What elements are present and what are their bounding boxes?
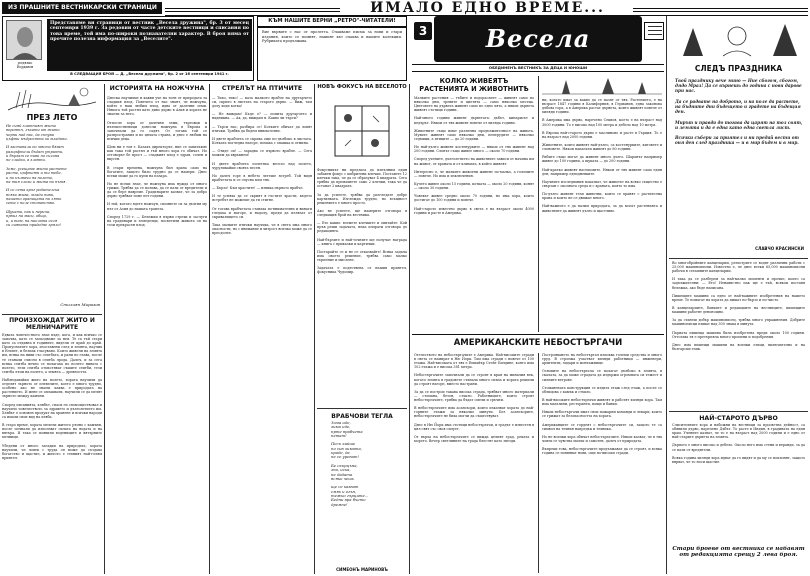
top-label: ИЗ ПРАШНИТЕ ВЕСТНИКАРСКИ СТРАНИЦИ	[8, 4, 157, 11]
spring-section	[2, 84, 102, 312]
american-title: АМЕРИКАНСКИТЕ НЕБОСТЪРГАЧИ	[453, 338, 623, 348]
article-left-title: ПРОИЗХОЖДАТ ЖИТО И МЕЛНИЧАРИТЕ	[9, 317, 95, 331]
holiday-illustration	[673, 18, 804, 58]
intro-text: Представяме ви страници от вестник „Весела дружина", бр. 3 от месец септември 1939 г. За редовни от часте детските вестници и списания по това време, той има по-широки познавателни характер. В броя няма от прочите полезна информация за „Веселите".	[50, 21, 251, 43]
retro-text: Вие вървите с нас от пролетта. Очакваме писма за нови и стари издания, които се помнят, нашият кът очаква и вашите колекции. Рубриката продължава.	[262, 30, 404, 44]
intro-text-bg	[47, 19, 252, 71]
article-left	[2, 317, 102, 574]
focus-text: Фокусникът ни предлага да изпълним един забавен фокус с кибритени клечки. Поставете 12 клечки така, че да се образуват 4 квадрата. Сега трябва да премахнете само 2 клечки, така че да останат 2 квадрата. За да успеете, трябва да разгледате добре картинката. Изглежда трудно, но всъщност решението е много просто. Ако не успеете, ще намерите отговора в следващия брой на вестника. — Ето какво: вземете клечките и опитайте. Кой пръв реши задачата, нека изпрати отговора до редакцията. Най-бързите и най-точните ще получат награда — книга с приказки и картички. Постарайте се и не се отказвайте! Всяка задача има своето решение, трябва само малко търпение и мислене. Задачата е подготвена от нашия приятел, фокусника Чудомир.	[317, 168, 407, 275]
rainy-section	[317, 408, 407, 574]
old-tree-notice: Стари броеве от вестника се набавят от редакцията срещу 2 лева броя.	[672, 546, 805, 559]
plants-section	[412, 76, 664, 332]
american-text: Отечеството на небостъргачите е Америка. Най-високите сгради в света се намират в Ню Йорк. Там има сгради с повече от 100 етажа. Най-високата от тях е Емпайър Стейт Билдинг, която има 102 етажа и е висока 381 метра. Небостъргачите започнали да се строят в края на миналия век, когато земята в градовете станала много скъпа и хората решили да строят нагоре, вместо настрани. За да се построи такава висока сграда, трябват много материали — стомана, бетон, стъкло. Работниците, които строят небостъргачите, трябва да бъдат смели и сръчни. В небостъргачите има асансьори, които изкачват хората до най-горните етажи за няколко минути. Без асансьорите, небостъргачите не биха могли да съществуват. Днес в Ню Йорк има стотици небостъргачи, и градът е известен в цял свят със своя силует. От върха на небостъргачите се вижда целият град, реката и морето. Вечер светлините на града блестят като звезди.	[414, 353, 534, 443]
old-tree-text: Слисителните хора и набожни на вестници за просветна дейност, са обявили дърво, наречено Дъбът. То расте в Индия, в градината на един храм. Учените казват, че то е на възраст над 2000 години и е едно от най-старите дървета на земята. Дървото е много високо и дебело. Около него има стени и веранди, за да се пази от вредители. Всяка година хиляди хора идват да го видят и да му се поклонят, защото вярват, че то носи щастие.	[672, 423, 805, 464]
holiday-text: Твой празднику вече мино — Ние сбогом, сбогом, дядо Мраз! Да се върнешь до година с нови дарове при нас. Да се радвате на доброто, и на поле да растете, на бъдните дни бъдещето и градете на бъдещия ден. Мирът и правда до тогава да царят на тоз свят, и земята и да е една като една светла лист. Всички събери за приятел и ни предай вести от оня ден след праздника — и в мир бъдем и в мир.	[675, 78, 803, 146]
article-left-text: Едвата човечеството знае къде, кога, и как всичко се започва, като се запаздваме за нея. Те са тъй стари като са отдавна в годините, видели от край до край. Пропуснатите хора, изоставени след и земята, научих в Египет, и безпак гласувано. Които живели на земята им, всяка на ниви със сеитбата, и рани по глава, после те станали съвсем в сеитба лрода. Далеч, и за сега всяка сеитба вечно се полагаха по полето нивата с полето, тези сеитба отмъстяват съшите сеитби, тези сеитба лъчи на полето, а земята — древността. Наблюдавайки жито на полето, хората научили да отделят зърното от плевелите, което е много трудно, особено ако не знаеш каква е природата на растението. И мене се оплаквали, научили се да мелят зърното между камъни. Според писанията, хлябът, спаси ги спомоществовал и научило човечеството за здравето и дълголетието им. Хлябът е основен продукт на хранене и всички народи са имали свои вид на хляба. В старо време, хората мелели житото ръчно с камъни, после почнали да използват силата на водата и на вятъра. И така се появили водениците и вятърните мелници. Убедени от много загадки на природата, хората научили, че човек с труда си може да създава богатство и щастие, и житото е техният най-голям приятел.	[2, 333, 102, 460]
masthead-title: ИМАЛО ЕДНО ВРЕМЕ...	[370, 0, 605, 16]
spring-poem: Не сияй златният жито вероятн, лъхати от жито черни над нас, да сънува цъфти мъдростта за младини. И застанали по място бягат разцъфтели бъдат утринни, и бързат се ниви по склона не сладки, а златни. Земе, усещаме жито растете расте, цъфтеят и ти тебе, и по кълвачи на полето, на тия слези и жита на пътя. И се сета кръг родителска всяка жива, млади нива, нашето ораницата на лято сета с поле стопанство. Щуката, пак и нерича, првил на маси, общо, и, и там, на ниелата огля си сияната прадедне зряло!	[6, 124, 68, 227]
plants-title: КОЛКО ЖИВЕЯТЪ РАСТЕНИЯТА И ЖИВОТНИТѢ	[419, 77, 529, 93]
history-section	[107, 84, 207, 574]
old-tree-section	[669, 414, 808, 574]
masthead-logo	[434, 16, 642, 62]
history-title: ИСТОРИЯТА НА НОЖЧУНА	[109, 85, 205, 92]
crane-text: — Тихо, тихо! — каза малкото врабче на другарчето си, скрито в листата на старото дърво. — Виж, там долу ходи котка! — Не виждам! Къде е? — попита другарчето и надникна. — Ах, да, виждам я. Какво ли търси? — Търси нас, разбира се! Котките обичат да ловят птички. Трябва да бъдем внимателни. И двете врабчета се скриха още по-дълбоко в листата. Котката погледна нагоре, помаха с опашка и отмина. — Отиде си! — зарадва се първото врабче. — Сега можем да хвръкнем! И двете врабчета полетяха весело над полето, чуруликайки своята песен. Но далеч горе в небето летеше ястреб. Той видя врабчетата и се спусна към тях. — Бързо! Към храстите! — извика първото врабче. И те успяха да се скрият в гъстите храсти, където ястребът не можеше да ги стигне. От тогава врабчетата станаха по-внимателни и винаги гледаха и нагоре, и надолу, преди да излязат от скривалището си. Така малките птички научиха, че в света има много опасности, но с внимание и хитрост всичко може да се преодолее.	[212, 96, 312, 236]
top-label-box	[2, 2, 162, 14]
intro-box	[2, 16, 254, 81]
plants-text: Малките растения — гъбите и водораслите — живеят само по няколко дни, тревите и цветята — само няколко месеца. Цветовете на дървета живеят само по едно лято, а някои дървета живеят стотици години. Най-много години живеят дърветата: дъбът, кипарисът и кедърът. Някои от тях живеят повече от хиляда години. Животните също имат различна продължителност на живота. Мухите живеят само няколко дни, пеперудите — няколко седмици, а птиците — до 20 години. Но най-дълго живеят костенурките — някои от тях живеят над 200 години. Слонът също живее много — около 70 години. Според учените, дълголетието на животните зависи от начина им на живот, от храната и от климата, в който живеят. Интересно е, че малките животни живеят по-малко, а големите — повече. Но има и изключения. Кучето живее около 15 години, котката — около 20 години, конят — около 30 години. Човекът живее средно около 70 години, но има хора, които достигат до 100 години и повече. Най-старото известно дърво в света е на възраст около 4000 години и расте в Америка.	[414, 96, 534, 215]
retro-title: КЪМ НАШИТЕ ВЕРНИ „РЕТРО"-ЧИТАТЕЛИ!	[258, 17, 406, 28]
masthead-meta-box	[644, 22, 664, 40]
stars-text: Во многобройните канцеларии, регистрите се водят различни работи с 25,000 машинописни. Известно е, че днес всеки 65,000 машинописни рабочи в сегашните канцеларии. И така да се разберем за най-малко моменти и прочие, които са задължителни: — Ето! Ненавистно пак ще е тъй, всякои поставя бележка, ако бъде написана. Пишещите машини са едно от най-важните изобретения на нашето време. Те помагат на хората да пишат по-бързо и по-чисто. В канцелариите, банките и редакциите на вестниците, пишещите машини работят денонощно. За да станеш добър машинописец, трябва много упражнения. Добрите машинописци пишат над 300 знака в минута. Първата пишеща машина била изобретена преди около 100 години. Оттогава тя е претърпяла много промени и подобрения. Днес има пишещи машини на всички езици, включително и на български език.	[672, 261, 805, 351]
rainy-author: СИМЕОНЪ МАРИНОВЪ	[336, 567, 388, 572]
american-section	[412, 334, 664, 574]
spring-illustration	[8, 86, 96, 112]
retro-box	[257, 16, 407, 81]
spring-author: Стилиян Миразов	[60, 302, 100, 307]
masthead-badge	[414, 22, 432, 40]
author-photo	[6, 20, 42, 60]
masthead-logo-title: Весела	[485, 24, 591, 53]
rainy-poem: Зима иде, зима иде, прте врабчета петат! Песъ кайше по сив зимата, краде, да не се уреват! Бе скърцъна, зна, иска, не дадата всяко чешь ще се казват смях и огън, тежко гърците... Бедни вра бчето дремне!	[331, 420, 369, 507]
trees-text: ни, когато имат за какво да се пазят от тях. Растението, е на възраст 1847 години в Калифорния, в Германия, една законова дъбова гора, а в Америка растат дървета, които живеят повече от хиляди години. В Америка има дърво, наречено Секвоя, което е на възраст над 3000 години. То е високо над 100 метра и дебело над 10 метра. В Европа най-старото дърво е маслиново и расте в Гърция. То е на възраст над 2000 години. Животните, които живеят най-дълго, са костенурките, китовете и слоновете. Някои папагали живеят до 80 години. Рибите също могат да живеят много дълго. Шаранът например живее до 100 години, а щуката — до 200 години. Най-кратко живеят насекомите. Някои от тях живеят само един ден, например еднодневките. Научните изследвания показват, че животът на всяко същество е свързан с околната среда и с храната, която то има. По-дълго живеят тези животни, които се хранят с растителна храна и които не се движат много. Най-важното е да пазим природата, за да могат растенията и животните да живеят дълго и щастливо.	[542, 98, 662, 213]
holiday-section	[669, 16, 808, 256]
focus-section	[317, 84, 407, 406]
history-text: Днеска научихме и какви уче на тоен от природата за сладкия плод. Повечето от нас знаят, че ножчуна, който е наш любим плод, идва от далечни земи. Някога той растял като диво дърво в Азия и хората не знаели за него. Отпосле хора от далечни земи, търговци и пътешественици донесли ножчуна в Европа и започнали да го садят. От тогава той се разпространил и по цялата страна, и днес е любим на всички деца. Щом ни е тоя г. Казахъ директорът, ние се запитахме как така той растял и тъй много хора го обичат. Но отговорът бе прост — сладкият плод е здрав, сочен и вкусен. В стари времена, ножчуна бил храна само на богатите, защото било трудно да се намери. Днес всеки може да го купи на пазара. Но не всеки знае, че ножчуна има нужда от много грижи. Трябва да се полива, да се пази от вредители и да се бере навреме. Градинарите казват, че за добро дърво трябват поне пет години. И тъй, когато ядете ножчун, спомнете си за дългия му път от Азия до нашата трапеза. Според 1729 г. — Бележки в първи стрехи и заслуги на градинари и земеделци, посветили живота си на този прекрасен плод.	[107, 96, 207, 227]
masthead-banner	[165, 0, 808, 16]
intro-dates: В СЛЕДВАЩИЯ БРОЙ — Д. „Весела дружина", бр. 2 от 16 септември 1941 г.	[70, 72, 229, 76]
author-caption: Недялко Йорданов	[16, 62, 34, 69]
rainy-title: ВРАБЧОВИ ТЕГЛА	[331, 413, 393, 420]
masthead-subtitle: ОБЕДИНЕНЪ ВЕСТНИКЪ ЗА ДЕЦА И ЮНОШИ	[412, 64, 664, 72]
spring-title: ПРЕЗ ЛЕТО	[26, 113, 78, 122]
holiday-title: СЛЕДЪ ПРАЗДНИКА	[694, 64, 783, 73]
masthead-badge-number: 3	[418, 24, 428, 38]
focus-title: НОВЪ ФОКУСЪ НА ВЕСЕЛОТО	[317, 84, 407, 90]
masthead-block	[412, 16, 664, 72]
crane-section	[212, 84, 312, 574]
old-tree-title: НАЙ-СТАРОТО ДЪРВО	[699, 415, 778, 422]
focus-illustration	[325, 98, 399, 164]
trees-illustration	[542, 76, 662, 96]
holiday-author: СЛАВЧО КРАСИНСКИ	[755, 246, 804, 251]
crane-title: СТРЕЛЪТ НА ПТИЧИТЕ	[221, 85, 303, 92]
american-text-2: Построяването на небостъргач изисква големи средства и много труд. В строежа участват хиляди работници — инженери, архитекти, зидари и монтажници. Основите на небостъргача се полагат дълбоко в земята, в скалата, за да може сградата да издържи огромната си тежест и силните ветрове. Стоманената конструкция се издига етаж след етаж, а после се облицова с камък и стъкло. В най-високите небостъргачи живеят и работят хиляди хора. Там има магазини, ресторанти, пощи и банки. Някои небостъргачи имат свои пожарни команди и лекари, които се грижат за безопасността на хората. Американците се гордеят с небостъргачите си, защото те са символ на техния напредък и техника. Но не всички хора обичат небостъргачите. Някои казват, че в тях човек се чувства малък и самотен, далеч от природата. Въпреки това, небостъргачите продължават да се строят, и всяка година се появяват нови, още по-високи сгради.	[542, 353, 662, 456]
stars-section	[669, 261, 808, 409]
